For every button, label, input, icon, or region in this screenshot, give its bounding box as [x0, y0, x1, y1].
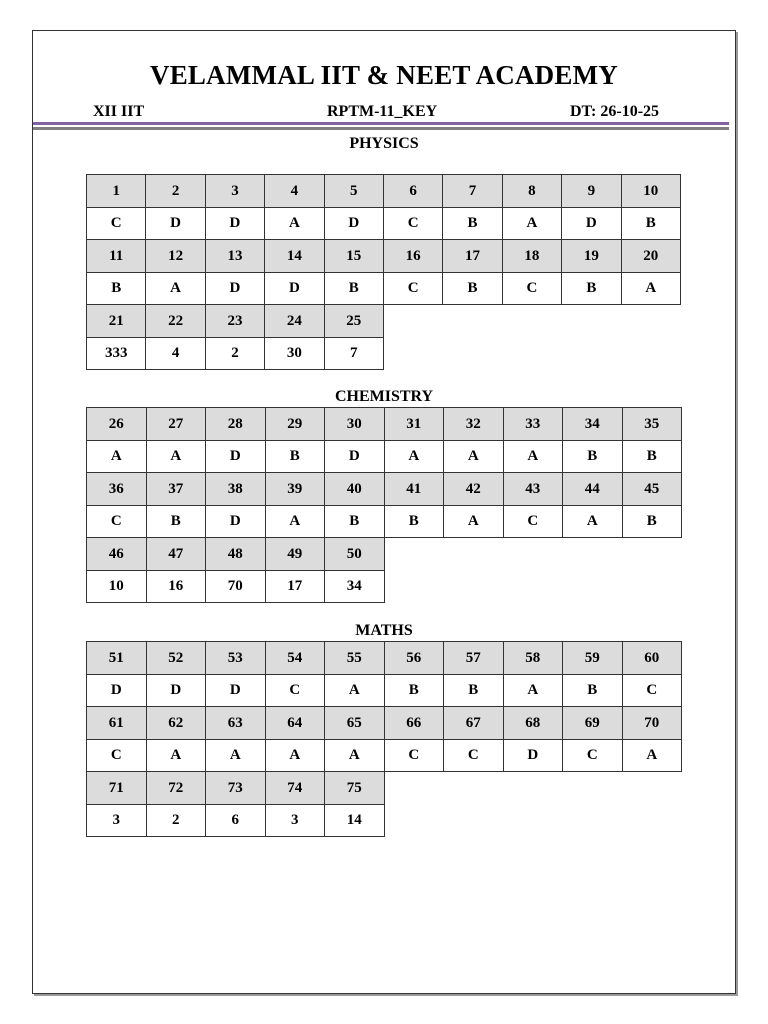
question-number-cell: 23 — [205, 305, 264, 338]
question-number-cell: 49 — [265, 538, 325, 571]
empty-cell — [444, 538, 504, 571]
answer-cell: 6 — [206, 805, 266, 837]
answer-cell: D — [265, 273, 324, 305]
question-number-row — [87, 175, 681, 208]
answer-cell: D — [205, 273, 264, 305]
question-number-cell: 65 — [325, 707, 385, 740]
question-number-cell: 53 — [206, 642, 266, 675]
answer-cell: A — [87, 441, 147, 473]
empty-cell — [503, 538, 563, 571]
question-number-cell: 7 — [443, 175, 502, 208]
answer-cell: 2 — [146, 805, 206, 837]
question-number-cell: 72 — [146, 772, 206, 805]
question-number-cell: 27 — [146, 408, 206, 441]
empty-cell — [444, 571, 504, 603]
empty-cell — [444, 772, 504, 805]
answer-cell: A — [384, 441, 444, 473]
answer-cell: C — [384, 740, 444, 772]
answer-cell: B — [563, 441, 623, 473]
answer-cell: C — [502, 273, 561, 305]
answer-cell: B — [443, 208, 502, 240]
test-code-label: RPTM-11_KEY — [327, 103, 438, 120]
question-number-cell: 51 — [87, 642, 147, 675]
question-number-cell: 61 — [87, 707, 147, 740]
answer-row — [87, 273, 681, 305]
answer-cell: A — [265, 506, 325, 538]
question-number-cell: 73 — [206, 772, 266, 805]
question-number-row — [87, 408, 682, 441]
empty-cell — [622, 805, 682, 837]
header-rule-gray — [33, 127, 729, 130]
answer-cell: C — [87, 740, 147, 772]
question-number-row — [87, 538, 682, 571]
question-number-cell: 24 — [265, 305, 324, 338]
empty-cell — [443, 338, 502, 370]
answer-cell: 4 — [146, 338, 205, 370]
question-number-cell: 75 — [325, 772, 385, 805]
answer-row — [87, 740, 682, 772]
answer-row — [87, 805, 682, 837]
answer-cell: 333 — [87, 338, 146, 370]
answer-cell: C — [383, 208, 442, 240]
answer-cell: D — [206, 506, 266, 538]
date-label: DT: 26-10-25 — [570, 103, 660, 120]
question-number-cell: 43 — [503, 473, 563, 506]
question-number-cell: 63 — [206, 707, 266, 740]
academy-title: VELAMMAL IIT & NEET ACADEMY — [150, 60, 618, 90]
answer-cell: A — [146, 441, 206, 473]
empty-cell — [562, 305, 621, 338]
question-number-row — [87, 240, 681, 273]
answer-cell: A — [621, 273, 680, 305]
answer-cell: A — [265, 740, 325, 772]
question-number-cell: 68 — [503, 707, 563, 740]
answer-cell: A — [563, 506, 623, 538]
answer-cell: B — [87, 273, 146, 305]
question-number-cell: 35 — [622, 408, 682, 441]
question-number-cell: 28 — [206, 408, 266, 441]
question-number-cell: 4 — [265, 175, 324, 208]
answer-row — [87, 338, 681, 370]
question-number-cell: 26 — [87, 408, 147, 441]
question-number-cell: 18 — [502, 240, 561, 273]
question-number-cell: 64 — [265, 707, 325, 740]
answer-cell: B — [384, 675, 444, 707]
answer-cell: A — [444, 506, 504, 538]
question-number-cell: 40 — [325, 473, 385, 506]
answer-cell: D — [87, 675, 147, 707]
question-number-cell: 71 — [87, 772, 147, 805]
empty-cell — [503, 772, 563, 805]
section-title-chemistry: CHEMISTRY — [334, 388, 434, 405]
question-number-cell: 33 — [503, 408, 563, 441]
empty-cell — [622, 571, 682, 603]
question-number-cell: 59 — [563, 642, 623, 675]
answer-cell: A — [146, 740, 206, 772]
empty-cell — [622, 772, 682, 805]
answer-cell: A — [206, 740, 266, 772]
answer-cell: D — [146, 675, 206, 707]
section-title-maths: MATHS — [355, 622, 413, 639]
question-number-cell: 5 — [324, 175, 383, 208]
answer-cell: B — [146, 506, 206, 538]
answer-row — [87, 571, 682, 603]
answer-cell: 16 — [146, 571, 206, 603]
question-number-row — [87, 305, 681, 338]
answer-cell: 3 — [87, 805, 147, 837]
empty-cell — [383, 338, 442, 370]
question-number-cell: 62 — [146, 707, 206, 740]
answer-cell: 7 — [324, 338, 383, 370]
answer-cell: A — [325, 740, 385, 772]
answer-cell: B — [563, 675, 623, 707]
empty-cell — [443, 305, 502, 338]
question-number-cell: 70 — [622, 707, 682, 740]
empty-cell — [563, 538, 623, 571]
answer-cell: 10 — [87, 571, 147, 603]
question-number-row — [87, 642, 682, 675]
physics-answer-table — [86, 174, 681, 370]
empty-cell — [621, 338, 680, 370]
answer-cell: A — [502, 208, 561, 240]
question-number-cell: 66 — [384, 707, 444, 740]
answer-cell: B — [384, 506, 444, 538]
question-number-cell: 44 — [563, 473, 623, 506]
empty-cell — [502, 338, 561, 370]
question-number-cell: 60 — [622, 642, 682, 675]
question-number-cell: 67 — [444, 707, 504, 740]
question-number-cell: 47 — [146, 538, 206, 571]
section-title-physics: PHYSICS — [349, 135, 419, 152]
empty-cell — [503, 571, 563, 603]
answer-cell: A — [503, 675, 563, 707]
question-number-cell: 57 — [444, 642, 504, 675]
question-number-cell: 56 — [384, 642, 444, 675]
question-number-cell: 21 — [87, 305, 146, 338]
question-number-cell: 52 — [146, 642, 206, 675]
maths-answer-table — [86, 641, 682, 837]
question-number-cell: 74 — [265, 772, 325, 805]
question-number-cell: 41 — [384, 473, 444, 506]
question-number-cell: 48 — [206, 538, 266, 571]
question-number-cell: 11 — [87, 240, 146, 273]
question-number-row — [87, 772, 682, 805]
answer-cell: D — [206, 675, 266, 707]
answer-cell: C — [87, 208, 146, 240]
answer-cell: A — [146, 273, 205, 305]
question-number-cell: 25 — [324, 305, 383, 338]
question-number-cell: 32 — [444, 408, 504, 441]
question-number-cell: 42 — [444, 473, 504, 506]
question-number-cell: 15 — [324, 240, 383, 273]
question-number-cell: 54 — [265, 642, 325, 675]
question-number-cell: 36 — [87, 473, 147, 506]
answer-row — [87, 441, 682, 473]
answer-row — [87, 675, 682, 707]
answer-cell: B — [622, 506, 682, 538]
question-number-cell: 9 — [562, 175, 621, 208]
question-number-cell: 14 — [265, 240, 324, 273]
empty-cell — [563, 805, 623, 837]
answer-cell: B — [265, 441, 325, 473]
answer-cell: C — [622, 675, 682, 707]
question-number-cell: 10 — [621, 175, 680, 208]
answer-cell: 70 — [206, 571, 266, 603]
empty-cell — [444, 805, 504, 837]
question-number-cell: 2 — [146, 175, 205, 208]
answer-row — [87, 506, 682, 538]
question-number-cell: 29 — [265, 408, 325, 441]
answer-cell: 2 — [205, 338, 264, 370]
question-number-row — [87, 707, 682, 740]
answer-cell: A — [265, 208, 324, 240]
answer-cell: D — [325, 441, 385, 473]
question-number-cell: 69 — [563, 707, 623, 740]
answer-cell: B — [325, 506, 385, 538]
answer-cell: D — [324, 208, 383, 240]
question-number-cell: 55 — [325, 642, 385, 675]
question-number-cell: 12 — [146, 240, 205, 273]
answer-cell: B — [621, 208, 680, 240]
question-number-cell: 16 — [383, 240, 442, 273]
question-number-cell: 20 — [621, 240, 680, 273]
answer-cell: 30 — [265, 338, 324, 370]
question-number-cell: 39 — [265, 473, 325, 506]
empty-cell — [502, 305, 561, 338]
answer-cell: D — [146, 208, 205, 240]
empty-cell — [384, 538, 444, 571]
question-number-cell: 46 — [87, 538, 147, 571]
empty-cell — [563, 772, 623, 805]
answer-cell: A — [622, 740, 682, 772]
question-number-cell: 13 — [205, 240, 264, 273]
question-number-cell: 58 — [503, 642, 563, 675]
question-number-cell: 22 — [146, 305, 205, 338]
question-number-cell: 19 — [562, 240, 621, 273]
answer-cell: C — [383, 273, 442, 305]
answer-cell: C — [265, 675, 325, 707]
answer-cell: B — [622, 441, 682, 473]
question-number-cell: 31 — [384, 408, 444, 441]
question-number-cell: 45 — [622, 473, 682, 506]
question-number-cell: 6 — [383, 175, 442, 208]
answer-cell: 14 — [325, 805, 385, 837]
question-number-cell: 37 — [146, 473, 206, 506]
answer-cell: D — [205, 208, 264, 240]
question-number-cell: 8 — [502, 175, 561, 208]
question-number-cell: 38 — [206, 473, 266, 506]
empty-cell — [383, 305, 442, 338]
answer-cell: B — [443, 273, 502, 305]
answer-cell: C — [503, 506, 563, 538]
answer-cell: A — [325, 675, 385, 707]
answer-cell: B — [444, 675, 504, 707]
empty-cell — [384, 772, 444, 805]
answer-cell: A — [444, 441, 504, 473]
answer-cell: 34 — [325, 571, 385, 603]
empty-cell — [622, 538, 682, 571]
answer-cell: D — [562, 208, 621, 240]
answer-cell: D — [503, 740, 563, 772]
empty-cell — [563, 571, 623, 603]
question-number-cell: 30 — [325, 408, 385, 441]
empty-cell — [621, 305, 680, 338]
answer-cell: A — [503, 441, 563, 473]
empty-cell — [384, 805, 444, 837]
answer-cell: C — [444, 740, 504, 772]
header-rule-purple — [33, 122, 729, 125]
answer-cell: C — [87, 506, 147, 538]
class-label: XII IIT — [93, 103, 145, 120]
question-number-row — [87, 473, 682, 506]
answer-cell: 17 — [265, 571, 325, 603]
question-number-cell: 17 — [443, 240, 502, 273]
answer-cell: B — [324, 273, 383, 305]
question-number-cell: 3 — [205, 175, 264, 208]
answer-row — [87, 208, 681, 240]
empty-cell — [384, 571, 444, 603]
question-number-cell: 34 — [563, 408, 623, 441]
question-number-cell: 1 — [87, 175, 146, 208]
question-number-cell: 50 — [325, 538, 385, 571]
answer-cell: D — [206, 441, 266, 473]
answer-cell: B — [562, 273, 621, 305]
chemistry-answer-table — [86, 407, 682, 603]
answer-cell: 3 — [265, 805, 325, 837]
answer-cell: C — [563, 740, 623, 772]
empty-cell — [562, 338, 621, 370]
empty-cell — [503, 805, 563, 837]
